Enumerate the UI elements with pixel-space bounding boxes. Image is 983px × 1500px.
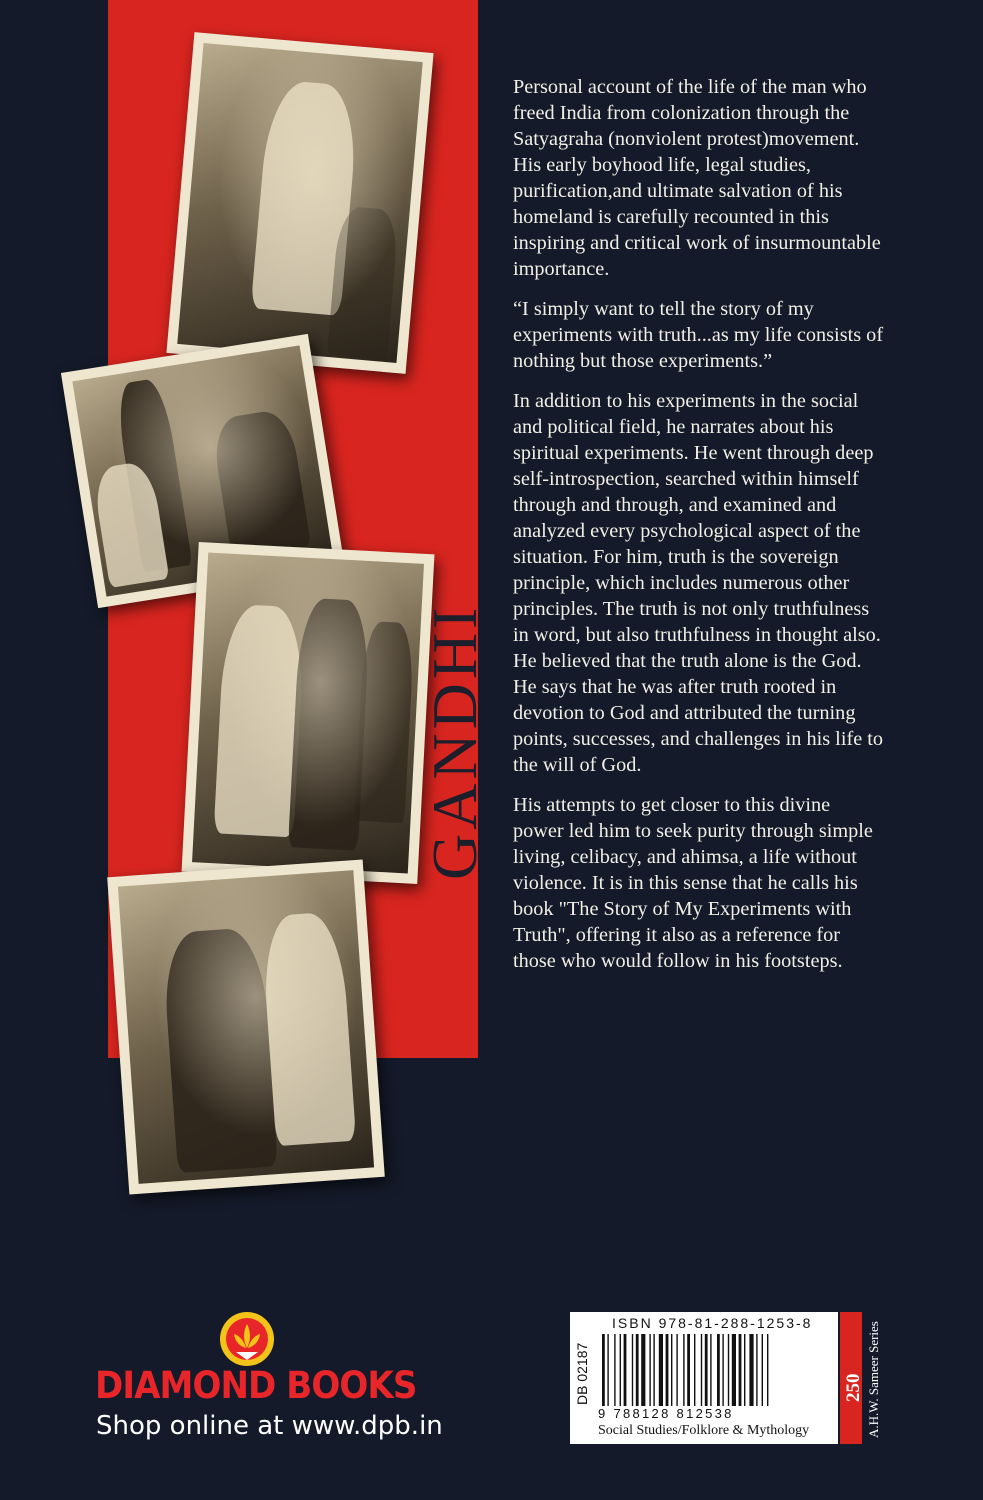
catalog-code: DB 02187: [574, 1342, 590, 1405]
series-name: A.H.W. Sameer Series: [866, 1321, 881, 1438]
vertical-title: GANDHI: [419, 603, 490, 880]
barcode-bar: [694, 1334, 695, 1406]
barcode-bar: [767, 1334, 768, 1406]
barcode-digits: 9 788128 812538: [598, 1406, 734, 1421]
barcode-bar: [620, 1334, 621, 1406]
barcode-bar: [744, 1334, 745, 1406]
barcode-bar: [717, 1334, 720, 1406]
barcode-bar: [756, 1334, 757, 1406]
barcode-bar: [602, 1334, 605, 1406]
blurb: [513, 74, 885, 988]
blurb-paragraph: His attempts to get closer to this divine power led him to seek purity through simple living, celibacy, and ahimsa, a life without violence. It is in this sense that he calls his book "The Story of My Experiments with Truth", offering it also as a reference for those who would follow in his footsteps.: [513, 794, 873, 972]
barcode-bar: [666, 1334, 669, 1406]
barcode-bar: [636, 1334, 639, 1406]
barcode-bar: [705, 1334, 708, 1406]
shop-online-text: Shop online at www.dpb.in: [96, 1411, 443, 1441]
barcode-bar: [749, 1334, 753, 1406]
lotus-logo-icon: [218, 1310, 276, 1368]
barcode-bar: [632, 1334, 633, 1406]
photo-walking-group: [182, 542, 435, 884]
barcode-bar: [732, 1334, 736, 1406]
barcode-bar: [710, 1334, 711, 1406]
isbn-text: ISBN 978-81-288-1253-8: [612, 1315, 813, 1331]
barcode-bar: [614, 1334, 615, 1406]
genre-text: Social Studies/Folklore & Mythology: [598, 1423, 810, 1438]
barcode-bar: [641, 1334, 645, 1406]
publisher-name: DIAMOND BOOKS: [95, 1364, 417, 1407]
blurb-paragraph: In addition to his experiments in the social and political field, he narrates about his spiritual experiments. He went through deep self-introspection, searched within himself through and through, and examined and analyzed every psychological aspect of the situation. For him, truth is the sovereign principle, which includes numerous other principles. The truth is not only truthfulness in word, but also truthfulness in thought also. He believed that the truth alone is the God. He says that he was after truth rooted in devotion to God and attributed the turning points, successes, and challenges in his life to the will of God.: [513, 390, 884, 776]
barcode: [600, 1334, 830, 1406]
barcode-bar: [762, 1334, 763, 1406]
barcode-bar: [722, 1334, 723, 1406]
price: 250: [843, 1373, 864, 1402]
photo-gandhi-seated: [166, 32, 433, 374]
barcode-bar: [653, 1334, 654, 1406]
photo-street-conversation: [107, 859, 385, 1194]
blurb-paragraph: Personal account of the life of the man who freed India from colonization through the Satyagraha (nonviolent protest)movement. His early boyhood life, legal studies, purification,and ultimate salvation of his homeland is carefully recounted in this inspiring and critical work of insurmountable importance.: [513, 76, 881, 280]
barcode-bar: [701, 1334, 702, 1406]
barcode-bar: [607, 1334, 608, 1406]
barcode-bar: [728, 1334, 729, 1406]
barcode-bar: [624, 1334, 627, 1406]
barcode-bar: [671, 1334, 672, 1406]
blurb-quote: “I simply want to tell the story of my experiments with truth...as my life consists of nothing but those experiments.”: [513, 298, 884, 372]
barcode-bar: [649, 1334, 650, 1406]
barcode-bar: [687, 1334, 690, 1406]
barcode-bar: [739, 1334, 742, 1406]
barcode-bar: [659, 1334, 663, 1406]
barcode-bar: [683, 1334, 684, 1406]
barcode-bar: [676, 1334, 677, 1406]
